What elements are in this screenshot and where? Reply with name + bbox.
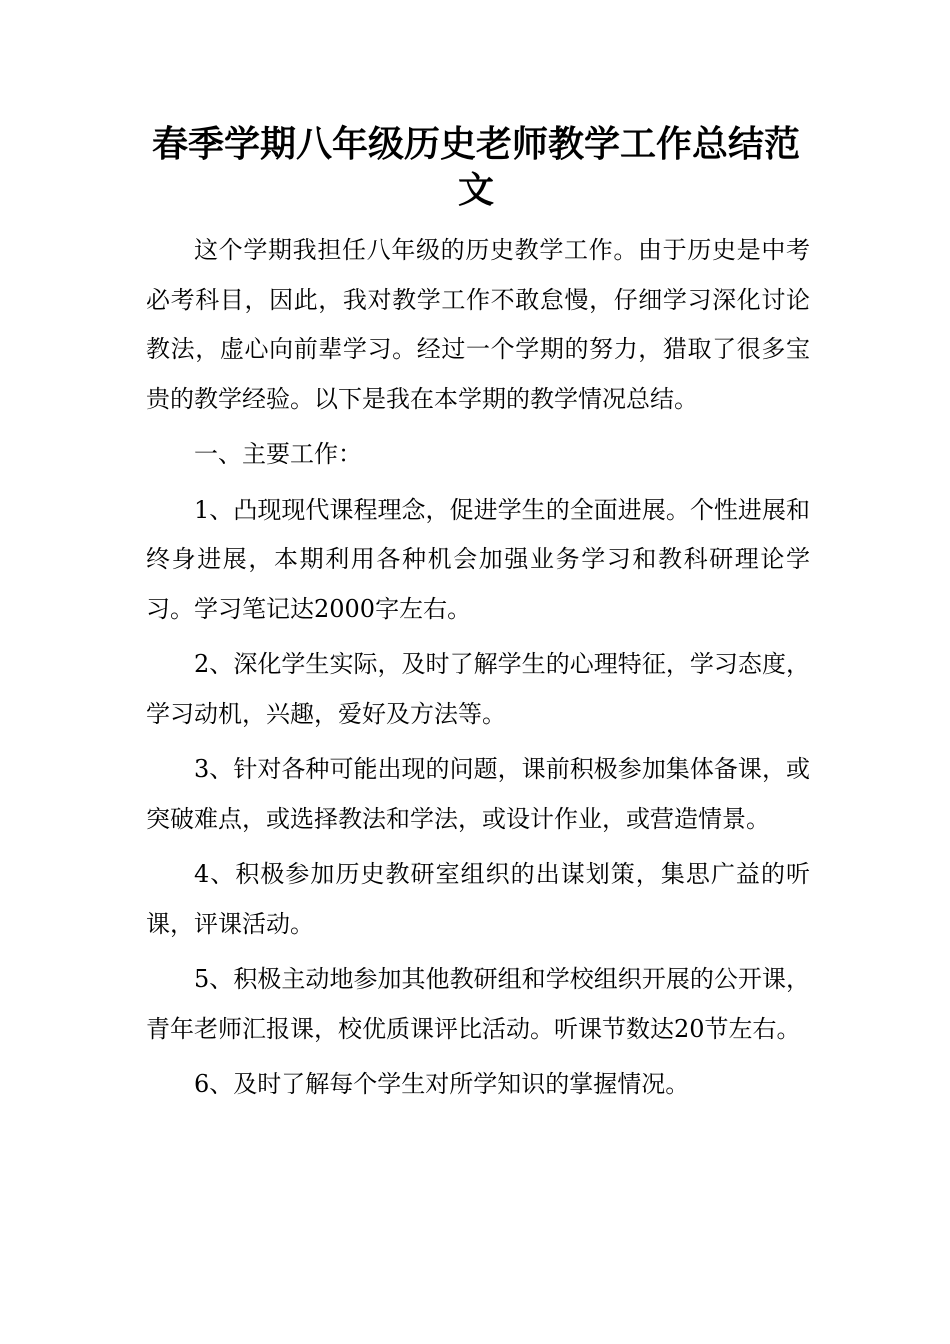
list-item: 1、凸现现代课程理念，促进学生的全面进展。个性进展和终身进展，本期利用各种机会加强业务学习和教科研理论学习。学习笔记达2000字左右。 bbox=[146, 495, 810, 623]
section-heading-main-work: 一、主要工作： bbox=[194, 440, 362, 468]
list-item: 3、针对各种可能出现的问题，课前积极参加集体备课，或突破难点，或选择教法和学法，或设计作业，或营造情景。 bbox=[146, 755, 810, 833]
list-item: 5、积极主动地参加其他教研组和学校组织开展的公开课，青年老师汇报课，校优质课评比活动。听课节数达20节左右。 bbox=[146, 965, 810, 1043]
list-item: 6、及时了解每个学生对所学知识的掌握情况。 bbox=[194, 1070, 690, 1098]
document-title: 春季学期八年级历史老师教学工作总结范文 bbox=[151, 124, 800, 211]
paragraph-intro: 这个学期我担任八年级的历史教学工作。由于历史是中考必考科目，因此，我对教学工作不敢怠慢，仔细学习深化讨论教法，虚心向前辈学习。经过一个学期的努力，猎取了很多宝贵的教学经验。以下是我在本学期的教学情况总结。 bbox=[146, 236, 810, 413]
list-item: 2、深化学生实际，及时了解学生的心理特征，学习态度，学习动机，兴趣，爱好及方法等。 bbox=[146, 650, 810, 728]
list-item: 4、积极参加历史教研室组织的出谋划策，集思广益的听课，评课活动。 bbox=[146, 860, 810, 938]
document-body bbox=[146, 226, 810, 1116]
